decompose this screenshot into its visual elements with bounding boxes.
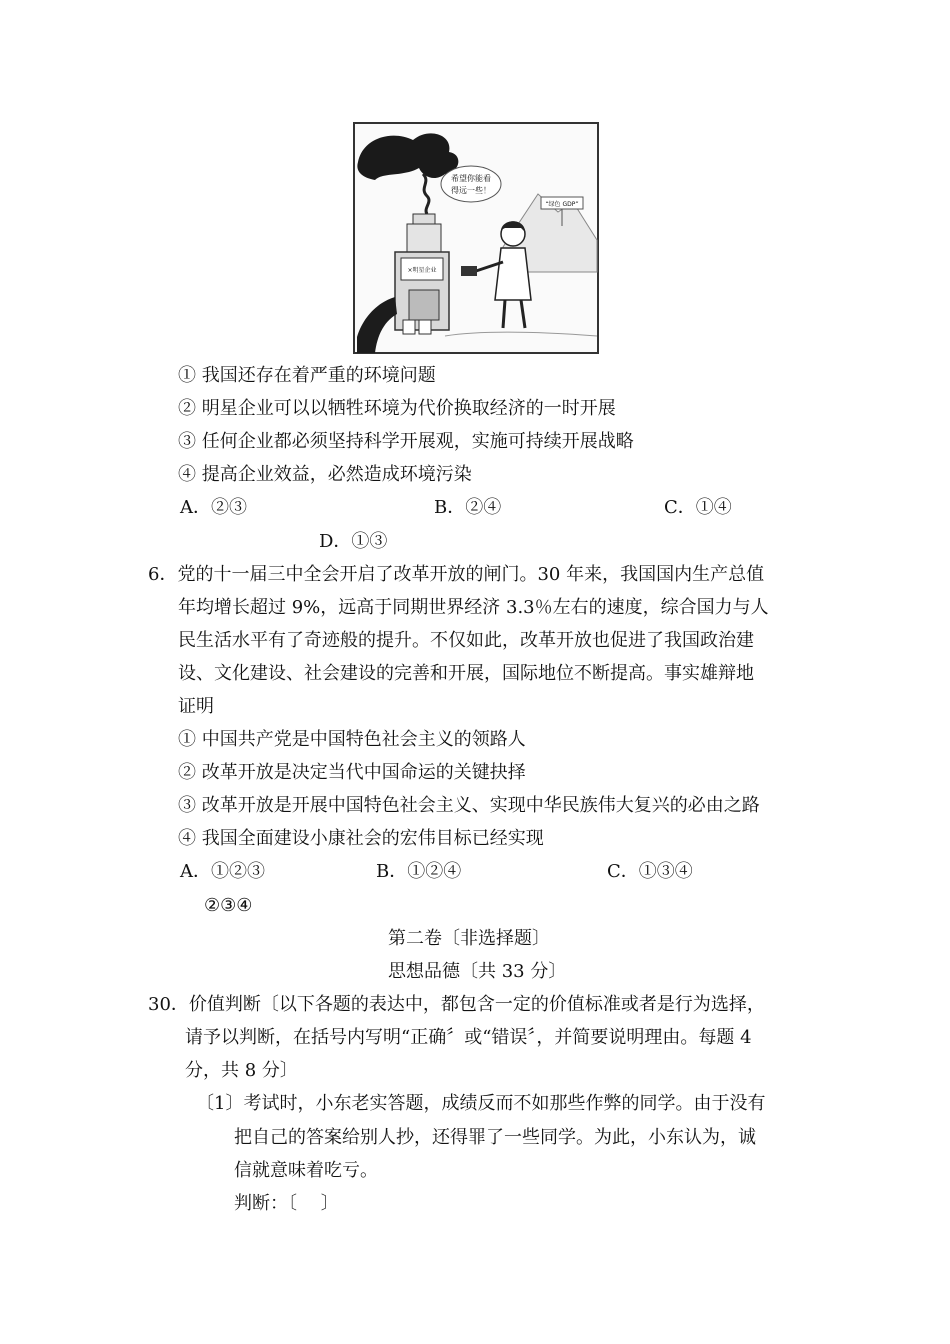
- q6-choice-b: B．①②④: [376, 861, 462, 882]
- q6-stem-line-3: 民生活水平有了奇迹般的提升。不仅如此，改革开放也促进了我国政治建: [178, 630, 754, 651]
- factory-label: ×明星企业: [407, 267, 437, 274]
- q6-stem-line-4: 设、文化建设、社会建设的完善和开展，国际地位不断提高。事实雄辩地: [178, 663, 754, 684]
- q6-stem-line-5: 证明: [178, 696, 214, 717]
- speech-bubble-line2: 得远一些！: [451, 186, 491, 195]
- q6-choice-c: C．①③④: [607, 861, 693, 882]
- q5-choice-d: D．①③: [319, 531, 388, 552]
- q6-option-1: ① 中国共产党是中国特色社会主义的领路人: [178, 729, 526, 750]
- q5-option-4: ④ 提高企业效益，必然造成环境污染: [178, 464, 472, 485]
- section-title: 第二卷〔非选择题〕: [388, 928, 550, 949]
- q6-stem-line-2: 年均增长超过 9%，远高于同期世界经济 3.3％左右的速度，综合国力与人: [178, 597, 769, 618]
- pollution-cartoon: [353, 122, 599, 354]
- q30-sub1-line-2: 把自己的答案给别人抄，还得罪了一些同学。为此，小东认为，诚: [234, 1127, 756, 1148]
- q30-stem-line-3: 分，共 8 分〕: [185, 1060, 298, 1081]
- q30-sub1-line-3: 信就意味着吃亏。: [234, 1160, 378, 1181]
- q5-choice-c: C．①④: [664, 497, 732, 518]
- q5-choice-a: A．②③: [180, 497, 247, 518]
- q6-stem-line-1: 6．党的十一届三中全会开启了改革开放的闸门。30 年来，我国国内生产总值: [148, 564, 765, 585]
- q30-stem-line-1: 30．价值判断〔以下各题的表达中，都包含一定的价值标准或者是行为选择，: [148, 994, 765, 1015]
- green-gdp-sign: “绿色 GDP”: [545, 201, 579, 208]
- section-subtitle: 思想品德〔共 33 分〕: [388, 961, 567, 982]
- q5-option-3: ③ 任何企业都必须坚持科学开展观，实施可持续开展战略: [178, 431, 634, 452]
- q30-judge-field[interactable]: 判断：〔 〕: [234, 1193, 339, 1214]
- q5-choice-b: B．②④: [434, 497, 502, 518]
- speech-bubble-line1: 希望你能看: [451, 174, 491, 183]
- q6-choice-a: A．①②③: [180, 861, 265, 882]
- q30-stem-line-2: 请予以判断，在括号内写明“正确〞或“错误〞，并简要说明理由。每题 4: [185, 1027, 752, 1048]
- q5-option-2: ② 明星企业可以以牺牲环境为代价换取经济的一时开展: [178, 398, 616, 419]
- q5-option-1: ① 我国还存在着严重的环境问题: [178, 365, 436, 386]
- q30-sub1-line-1: 〔1〕考试时，小东老实答题，成绩反而不如那些作弊的同学。由于没有: [196, 1093, 766, 1114]
- q6-option-2: ② 改革开放是决定当代中国命运的关键抉择: [178, 762, 526, 783]
- q6-option-4: ④ 我国全面建设小康社会的宏伟目标已经实现: [178, 828, 544, 849]
- q6-option-3: ③ 改革开放是开展中国特色社会主义、实现中华民族伟大复兴的必由之路: [178, 795, 760, 816]
- q6-choice-d: ②③④: [204, 895, 253, 916]
